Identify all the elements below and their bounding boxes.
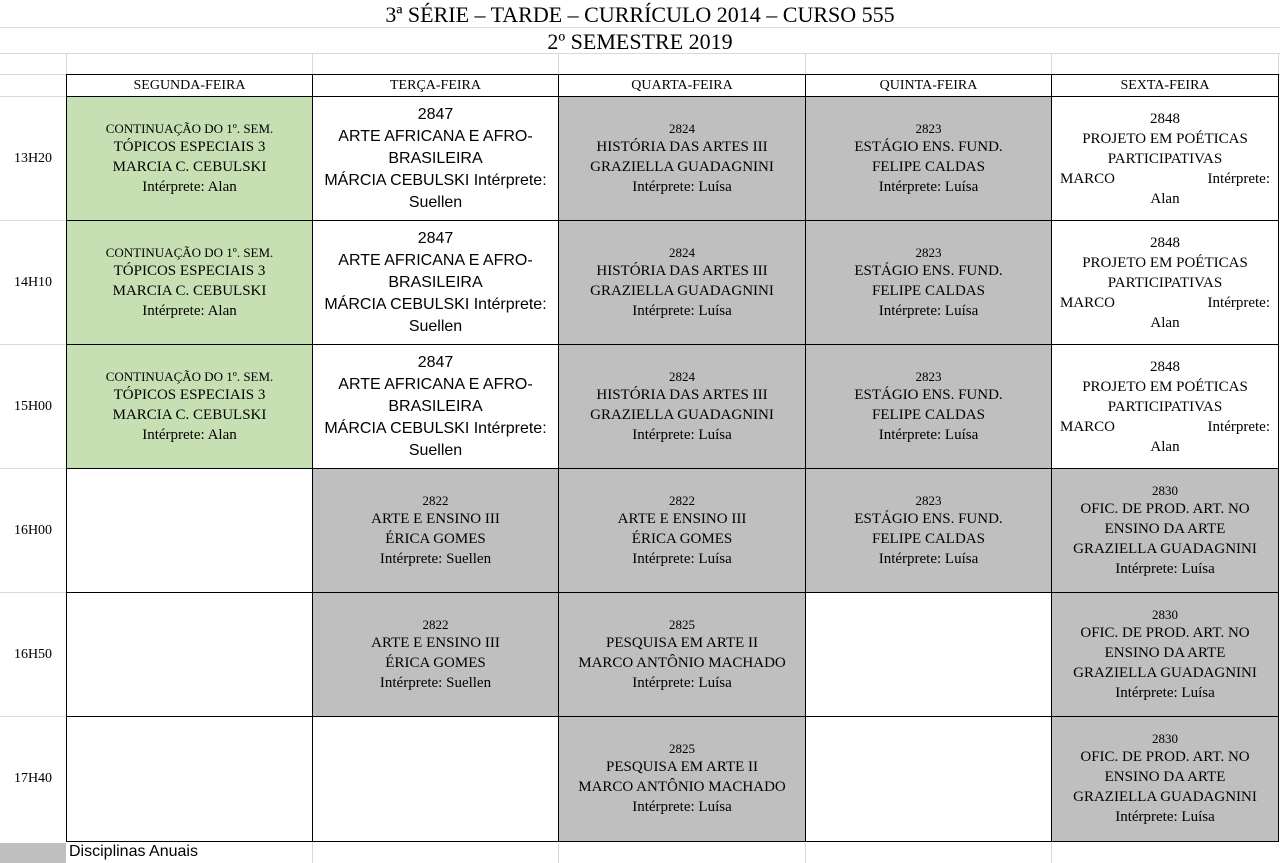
class-cell-estagio bbox=[806, 345, 1051, 469]
cell-line: 2823 bbox=[915, 121, 942, 136]
day-header-quinta: QUINTA-FEIRA bbox=[879, 78, 978, 93]
class-cell-pesquisa-arte bbox=[559, 717, 805, 841]
cell-line: OFIC. DE PROD. ART. NO bbox=[1080, 749, 1250, 765]
cell-line: MARCO ANTÔNIO MACHADO bbox=[578, 779, 786, 795]
interpreter-label: Intérprete: bbox=[1207, 419, 1270, 435]
cell-line: OFIC. DE PROD. ART. NO bbox=[1080, 625, 1250, 641]
class-cell-arte-africana bbox=[313, 221, 558, 345]
class-cell-arte-africana bbox=[313, 97, 558, 221]
class-cell-topicos-especiais bbox=[67, 221, 312, 345]
empty-cell bbox=[67, 593, 312, 717]
cell-line: ARTE E ENSINO III bbox=[371, 511, 500, 527]
table-border bbox=[66, 96, 1279, 97]
cell-line: PROJETO EM POÉTICAS bbox=[1082, 379, 1248, 395]
cell-line: 2830 bbox=[1152, 607, 1178, 622]
cell-line: ARTE AFRICANA E AFRO- bbox=[338, 128, 533, 145]
cell-line: ENSINO DA ARTE bbox=[1104, 769, 1226, 785]
table-border bbox=[805, 74, 806, 842]
professor-name: MARCO bbox=[1060, 419, 1116, 435]
cell-line: Alan bbox=[1150, 315, 1180, 331]
cell-line: Suellen bbox=[408, 442, 463, 459]
cell-line: Intérprete: Luísa bbox=[632, 303, 732, 319]
page-title: 3ª SÉRIE – TARDE – CURRÍCULO 2014 – CURSO 555 bbox=[385, 2, 895, 27]
cell-line: HISTÓRIA DAS ARTES III bbox=[596, 387, 768, 403]
cell-line: 2824 bbox=[669, 121, 695, 136]
cell-line: Intérprete: Alan bbox=[142, 303, 237, 319]
class-cell-topicos-especiais bbox=[67, 345, 312, 469]
cell-line: HISTÓRIA DAS ARTES III bbox=[596, 263, 768, 279]
cell-line: 2848 bbox=[1150, 111, 1180, 127]
cell-line: Intérprete: Luísa bbox=[878, 427, 979, 443]
cell-line: Intérprete: Suellen bbox=[379, 675, 492, 691]
table-border bbox=[1278, 74, 1279, 842]
cell-line: Suellen bbox=[408, 318, 463, 335]
class-cell-projeto-poeticas bbox=[1052, 97, 1278, 221]
cell-line: TÓPICOS ESPECIAIS 3 bbox=[113, 139, 266, 155]
cell-line: Intérprete: Luísa bbox=[1115, 561, 1215, 577]
cell-line: Intérprete: Luísa bbox=[1115, 809, 1215, 825]
time-slot-label: 15H00 bbox=[13, 399, 53, 414]
table-border bbox=[1051, 74, 1052, 842]
cell-line bbox=[1060, 169, 1270, 189]
cell-line: ENSINO DA ARTE bbox=[1104, 645, 1226, 661]
cell-line: 2822 bbox=[422, 493, 449, 508]
cell-line: MÁRCIA CEBULSKI Intérprete: bbox=[324, 172, 547, 189]
day-header-segunda: SEGUNDA-FEIRA bbox=[133, 78, 246, 93]
cell-line: Intérprete: Luísa bbox=[878, 551, 979, 567]
cell-line: TÓPICOS ESPECIAIS 3 bbox=[113, 263, 266, 279]
cell-line: 2825 bbox=[669, 617, 695, 632]
cell-line: 2823 bbox=[915, 493, 942, 508]
table-border bbox=[66, 841, 1279, 842]
cell-line: MARCIA C. CEBULSKI bbox=[112, 159, 267, 175]
cell-line: 2823 bbox=[915, 245, 942, 260]
class-cell-estagio bbox=[806, 97, 1051, 221]
cell-line: FELIPE CALDAS bbox=[872, 407, 985, 423]
grid-line bbox=[66, 54, 67, 75]
cell-line: BRASILEIRA bbox=[388, 398, 483, 415]
cell-line: CONTINUAÇÃO DO 1º. SEM. bbox=[105, 245, 274, 260]
grid-line bbox=[1278, 54, 1279, 75]
cell-line: MARCIA C. CEBULSKI bbox=[112, 283, 267, 299]
cell-line: ARTE AFRICANA E AFRO- bbox=[338, 376, 533, 393]
cell-line: PARTICIPATIVAS bbox=[1107, 275, 1223, 291]
cell-line: CONTINUAÇÃO DO 1º. SEM. bbox=[105, 121, 274, 136]
cell-line: GRAZIELLA GUADAGNINI bbox=[590, 283, 774, 299]
class-cell-historia-artes bbox=[559, 97, 805, 221]
class-cell-oficina-producao bbox=[1052, 469, 1278, 593]
cell-line: Intérprete: Luísa bbox=[1115, 685, 1215, 701]
professor-name: MARCO bbox=[1060, 171, 1116, 187]
table-border bbox=[66, 220, 1279, 221]
class-cell-historia-artes bbox=[559, 345, 805, 469]
grid-line bbox=[312, 842, 313, 863]
cell-line: GRAZIELLA GUADAGNINI bbox=[1073, 789, 1257, 805]
cell-line: 2822 bbox=[422, 617, 449, 632]
cell-line: Intérprete: Suellen bbox=[379, 551, 492, 567]
cell-line: ÉRICA GOMES bbox=[385, 531, 486, 547]
cell-line: ARTE E ENSINO III bbox=[371, 635, 500, 651]
interpreter-label: Intérprete: bbox=[1207, 295, 1270, 311]
cell-line: Suellen bbox=[408, 194, 463, 211]
cell-line: 2847 bbox=[417, 230, 454, 247]
cell-line bbox=[1060, 293, 1270, 313]
empty-cell bbox=[67, 717, 312, 841]
cell-line: PROJETO EM POÉTICAS bbox=[1082, 255, 1248, 271]
grid-line bbox=[1051, 54, 1052, 75]
class-cell-oficina-producao bbox=[1052, 717, 1278, 841]
cell-line: GRAZIELLA GUADAGNINI bbox=[1073, 541, 1257, 557]
day-header-quarta: QUARTA-FEIRA bbox=[631, 78, 733, 93]
cell-line: GRAZIELLA GUADAGNINI bbox=[590, 407, 774, 423]
cell-line: Intérprete: Luísa bbox=[632, 551, 732, 567]
cell-line: 2822 bbox=[669, 493, 695, 508]
footer-color-swatch bbox=[0, 843, 66, 863]
table-border bbox=[312, 74, 313, 842]
cell-line: ÉRICA GOMES bbox=[631, 531, 733, 547]
cell-line: PARTICIPATIVAS bbox=[1107, 399, 1223, 415]
empty-cell bbox=[806, 593, 1051, 717]
class-cell-arte-africana bbox=[313, 345, 558, 469]
cell-line: Alan bbox=[1150, 191, 1180, 207]
cell-line: 2830 bbox=[1152, 731, 1178, 746]
grid-line bbox=[805, 842, 806, 863]
grid-line bbox=[558, 842, 559, 863]
cell-line: ÉRICA GOMES bbox=[385, 655, 486, 671]
cell-line: FELIPE CALDAS bbox=[872, 283, 985, 299]
class-cell-estagio bbox=[806, 469, 1051, 593]
cell-line: PROJETO EM POÉTICAS bbox=[1082, 131, 1248, 147]
time-slot-label: 16H50 bbox=[13, 647, 53, 662]
cell-line: TÓPICOS ESPECIAIS 3 bbox=[113, 387, 266, 403]
cell-line: MARCO ANTÔNIO MACHADO bbox=[578, 655, 786, 671]
interpreter-label: Intérprete: bbox=[1207, 171, 1270, 187]
time-slot-label: 14H10 bbox=[13, 275, 53, 290]
class-cell-projeto-poeticas bbox=[1052, 345, 1278, 469]
footer-label: Disciplinas Anuais bbox=[69, 843, 198, 860]
cell-line: CONTINUAÇÃO DO 1º. SEM. bbox=[105, 369, 274, 384]
cell-line: OFIC. DE PROD. ART. NO bbox=[1080, 501, 1250, 517]
time-slot-label: 17H40 bbox=[13, 771, 53, 786]
table-border bbox=[66, 592, 1279, 593]
time-slot-label: 16H00 bbox=[13, 523, 53, 538]
class-cell-pesquisa-arte bbox=[559, 593, 805, 717]
cell-line: ESTÁGIO ENS. FUND. bbox=[854, 139, 1003, 155]
cell-line: 2824 bbox=[669, 245, 695, 260]
table-border bbox=[66, 344, 1279, 345]
cell-line: Intérprete: Alan bbox=[142, 427, 237, 443]
class-cell-arte-ensino bbox=[313, 469, 558, 593]
cell-line: HISTÓRIA DAS ARTES III bbox=[596, 139, 768, 155]
cell-line: 2847 bbox=[417, 106, 454, 123]
table-border bbox=[66, 74, 67, 842]
class-cell-oficina-producao bbox=[1052, 593, 1278, 717]
cell-line: PARTICIPATIVAS bbox=[1107, 151, 1223, 167]
cell-line: ESTÁGIO ENS. FUND. bbox=[854, 511, 1003, 527]
cell-line: ENSINO DA ARTE bbox=[1104, 521, 1226, 537]
professor-name: MARCO bbox=[1060, 295, 1116, 311]
cell-line: 2823 bbox=[915, 369, 942, 384]
cell-line: 2848 bbox=[1150, 235, 1180, 251]
cell-line: MARCIA C. CEBULSKI bbox=[112, 407, 267, 423]
cell-line: MÁRCIA CEBULSKI Intérprete: bbox=[324, 296, 547, 313]
cell-line: FELIPE CALDAS bbox=[872, 159, 985, 175]
class-cell-topicos-especiais bbox=[67, 97, 312, 221]
cell-line: Intérprete: Alan bbox=[142, 179, 237, 195]
class-cell-arte-ensino bbox=[559, 469, 805, 593]
cell-line: Intérprete: Luísa bbox=[632, 427, 732, 443]
cell-line bbox=[1060, 417, 1270, 437]
empty-cell bbox=[67, 469, 312, 593]
empty-cell bbox=[313, 717, 558, 841]
table-border bbox=[66, 468, 1279, 469]
grid-line bbox=[1051, 842, 1052, 863]
cell-line: GRAZIELLA GUADAGNINI bbox=[1073, 665, 1257, 681]
table-border bbox=[66, 716, 1279, 717]
cell-line: ARTE AFRICANA E AFRO- bbox=[338, 252, 533, 269]
table-border bbox=[558, 74, 559, 842]
cell-line: ESTÁGIO ENS. FUND. bbox=[854, 387, 1003, 403]
page-subtitle: 2º SEMESTRE 2019 bbox=[547, 29, 733, 54]
time-slot-label: 13H20 bbox=[13, 151, 53, 166]
day-header-terca: TERÇA-FEIRA bbox=[390, 78, 481, 93]
cell-line: Intérprete: Luísa bbox=[632, 179, 732, 195]
cell-line: ESTÁGIO ENS. FUND. bbox=[854, 263, 1003, 279]
cell-line: BRASILEIRA bbox=[388, 274, 483, 291]
cell-line: BRASILEIRA bbox=[388, 150, 483, 167]
cell-line: Intérprete: Luísa bbox=[878, 179, 979, 195]
grid-line bbox=[805, 54, 806, 75]
cell-line: Alan bbox=[1150, 439, 1180, 455]
cell-line: Intérprete: Luísa bbox=[878, 303, 979, 319]
class-cell-arte-ensino bbox=[313, 593, 558, 717]
grid-line bbox=[558, 54, 559, 75]
cell-line: GRAZIELLA GUADAGNINI bbox=[590, 159, 774, 175]
cell-line: ARTE E ENSINO III bbox=[617, 511, 747, 527]
cell-line: 2847 bbox=[417, 354, 454, 371]
cell-line: 2825 bbox=[669, 741, 695, 756]
cell-line: 2848 bbox=[1150, 359, 1180, 375]
cell-line: 2824 bbox=[669, 369, 695, 384]
class-cell-estagio bbox=[806, 221, 1051, 345]
class-cell-projeto-poeticas bbox=[1052, 221, 1278, 345]
cell-line: Intérprete: Luísa bbox=[632, 675, 732, 691]
empty-cell bbox=[806, 717, 1051, 841]
cell-line: PESQUISA EM ARTE II bbox=[605, 759, 759, 775]
grid-line bbox=[312, 54, 313, 75]
cell-line: 2830 bbox=[1152, 483, 1178, 498]
class-cell-historia-artes bbox=[559, 221, 805, 345]
cell-line: MÁRCIA CEBULSKI Intérprete: bbox=[324, 420, 547, 437]
day-header-sexta: SEXTA-FEIRA bbox=[1120, 78, 1210, 93]
cell-line: FELIPE CALDAS bbox=[872, 531, 985, 547]
cell-line: Intérprete: Luísa bbox=[632, 799, 732, 815]
cell-line: PESQUISA EM ARTE II bbox=[605, 635, 759, 651]
table-border bbox=[66, 74, 1279, 75]
